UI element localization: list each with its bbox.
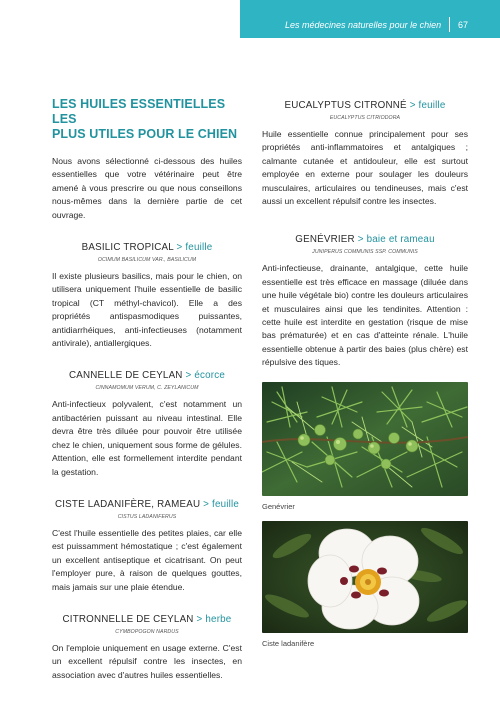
oil-name xyxy=(52,370,242,382)
oil-latin-name: CISTUS LADANIFERUS xyxy=(117,513,177,520)
oil-separator: > xyxy=(176,242,183,254)
oil-name xyxy=(262,234,468,246)
oil-separator: > xyxy=(409,100,416,111)
oil-entry-cannelle xyxy=(52,370,242,478)
oil-name xyxy=(52,242,242,254)
oil-separator: > xyxy=(357,234,364,246)
oil-latin-name: EUCALYPTUS CITRIODORA xyxy=(329,115,401,121)
oil-name xyxy=(52,614,242,626)
juniper-branch-photo-icon xyxy=(262,382,468,496)
oil-description: Anti-infectieuse, drainante, antalgique, cette huile essentielle est très efficace en massage (diluée dans une huile végétale bio) contre les douleurs articulaires et musculaires ainsi que les tendinites. Attention : cette huile est interdite en gestation (risque de mise bas prématurée) et en cas d'atteinte rénale. L'huile essentielle obtenue à partir des baies (plus chère) est répulsive des tiques. xyxy=(262,263,468,368)
header-divider xyxy=(449,17,450,32)
oil-part: feuille xyxy=(212,498,240,510)
oil-entry-basilic xyxy=(52,242,242,350)
oil-name-text: CITRONNELLE DE CEYLAN xyxy=(62,613,194,625)
oil-description: Anti-infectieux polyvalent, c'est notamment un antibactérien puissant au niveau intestinal. Elle devra être très diluée pour pouvoir être utilisée chez le chien, uniquement sous forme de gélules. Attention, elle est formellement interdite pendant la gestation. xyxy=(52,399,242,477)
oil-part: écorce xyxy=(194,370,225,382)
cistus-photo-caption: Ciste ladanifère xyxy=(262,638,315,648)
juniper-photo-caption: Genévrier xyxy=(262,501,295,511)
oil-latin-name: CINNAMOMUM VERUM, C. ZEYLANICUM xyxy=(95,385,199,392)
oil-description: Il existe plusieurs basilics, mais pour le chien, on utilisera uniquement l'huile essentielle de basilic tropical (CT méthyl-chavicol). Elle a des propriétés antispasmodiques puissantes, antidiarrhéiques, anti-infectieuses (notamment antivirale), antiallergiques. xyxy=(52,271,242,349)
juniper-photo xyxy=(262,382,468,496)
oil-latin-name: JUNIPERUS COMMUNIS SSP. COMMUNIS xyxy=(312,249,418,256)
oil-name-text: GENÉVRIER xyxy=(295,234,355,246)
oil-name xyxy=(262,100,468,112)
oil-part: feuille xyxy=(418,100,446,111)
oil-separator: > xyxy=(203,498,210,510)
intro-paragraph: Nous avons sélectionné ci-dessous des huiles essentielles que votre vétérinaire peut être amené à vous prescrire ou que nous conseillons nous-mêmes dans la dernière partie de cet ouvrage. xyxy=(52,156,242,220)
oil-latin-name: CYMBOPOGON NARDUS xyxy=(115,628,179,635)
oil-part: baie et rameau xyxy=(366,234,435,246)
oil-description: Huile essentielle connue principalement pour ses propriétés anti-inflammatoires et antalgiques ; calmante cutanée et antidouleur, elle est surtout employée en externe pour soulager les douleurs musculaires, articulaires ou tendineuses, mais c'est aussi un excellent répulsif contre les insectes. xyxy=(262,129,468,207)
oil-part: herbe xyxy=(205,613,232,625)
running-header-title: Les médecines naturelles pour le chien xyxy=(285,20,442,30)
oil-name xyxy=(52,499,242,511)
page-number: 67 xyxy=(458,20,469,30)
oil-entry-ciste xyxy=(52,499,242,594)
oil-separator: > xyxy=(196,613,203,625)
oil-part: feuille xyxy=(185,242,213,254)
oil-description: On l'emploie uniquement en usage externe. C'est un excellent répulsif contre les insectes, en association avec d'autres huiles essentielles. xyxy=(52,642,242,680)
oil-description: C'est l'huile essentielle des petites plaies, car elle est puissamment hémostatique ; c'est également un excellent antiseptique et cicatrisant. On peut l'employer pure, à raison de quelques gouttes, mais jamais sur une plaie étendue. xyxy=(52,527,242,592)
oil-name-text: CISTE LADANIFÈRE, RAMEAU xyxy=(54,498,201,510)
section-title-line-2: PLUS UTILES POUR LE CHIEN xyxy=(52,127,238,141)
right-column xyxy=(262,100,468,648)
section-title xyxy=(52,97,242,142)
oil-entry-eucalyptus xyxy=(262,100,468,208)
oil-latin-name: OCIMUM BASILICUM VAR., BASILICUM xyxy=(97,257,197,264)
left-column xyxy=(52,97,242,682)
oil-name-text: BASILIC TROPICAL xyxy=(81,242,174,254)
oil-name-text: CANNELLE DE CEYLAN xyxy=(69,370,183,382)
cistus-flower-photo-icon xyxy=(262,521,468,633)
oil-separator: > xyxy=(185,370,192,382)
section-title-line-1: LES HUILES ESSENTIELLES LES xyxy=(52,97,226,126)
header-band xyxy=(240,0,500,38)
oil-name-text: EUCALYPTUS CITRONNÉ xyxy=(284,100,407,111)
oil-entry-citronnelle xyxy=(52,614,242,682)
cistus-photo xyxy=(262,521,468,633)
oil-entry-genevrier xyxy=(262,234,468,369)
